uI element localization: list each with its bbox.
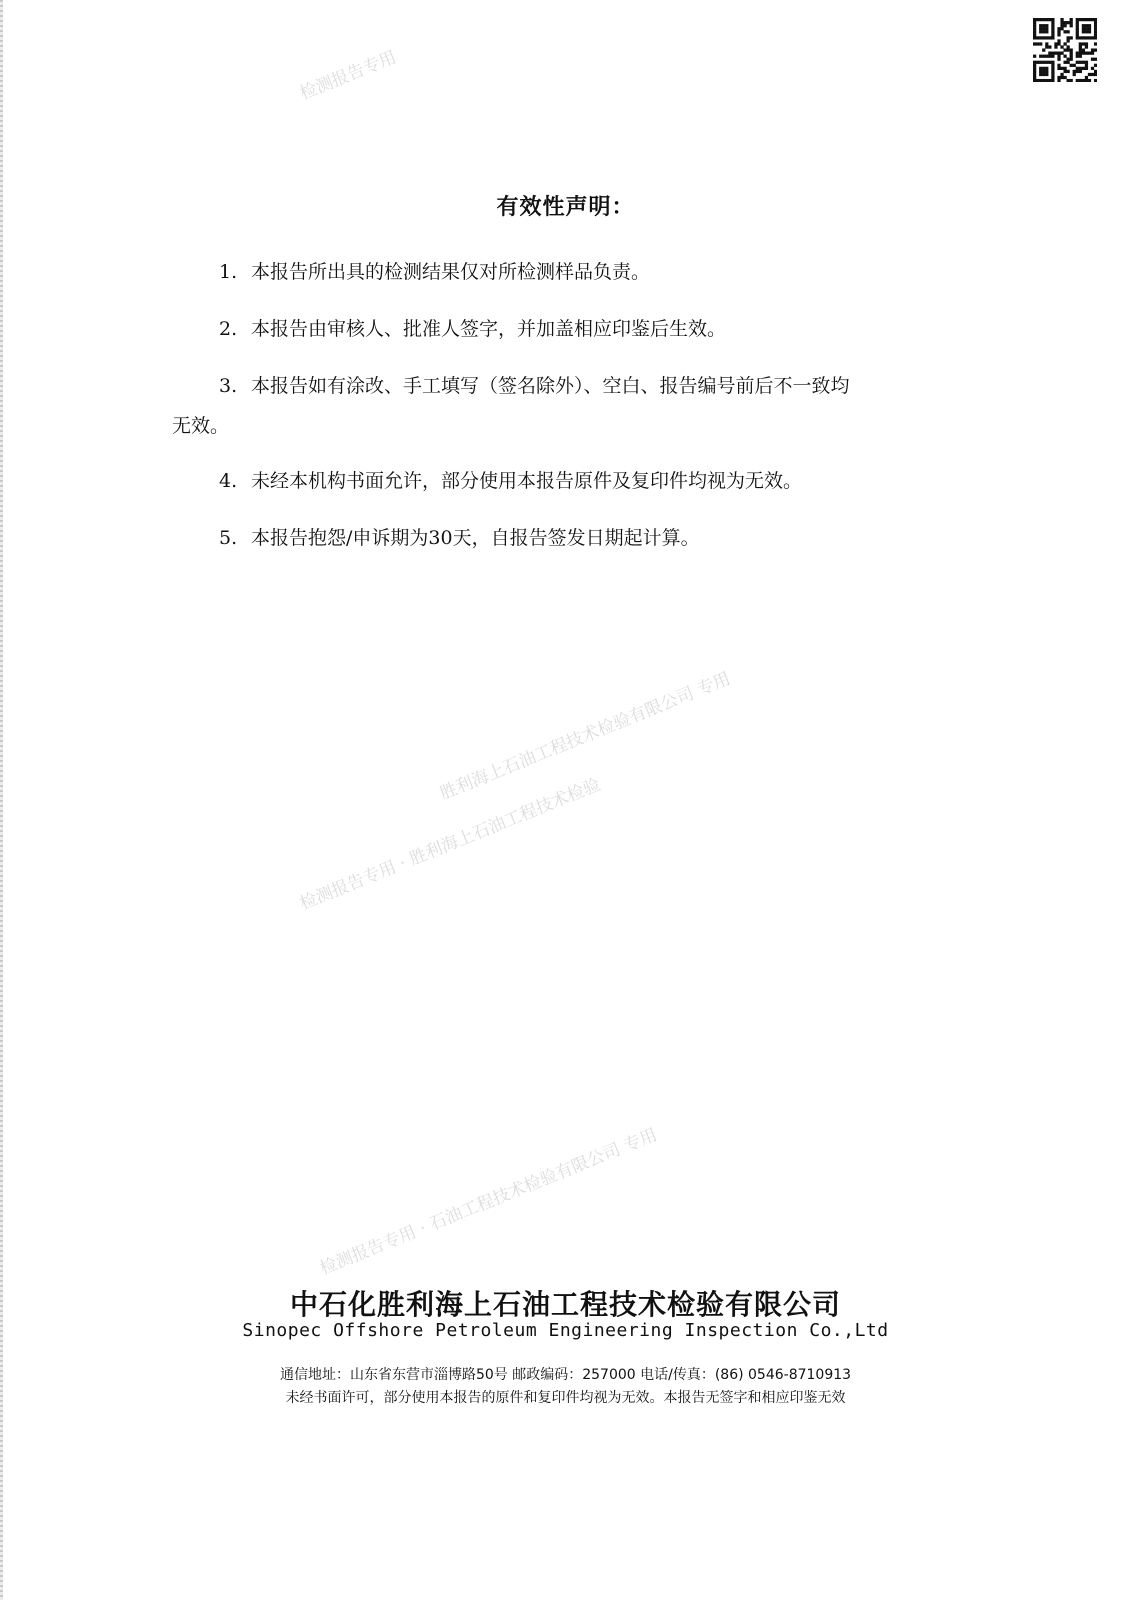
qr-module (1042, 61, 1045, 64)
qr-module (1051, 73, 1054, 76)
company-name-cn: 中石化胜利海上石油工程技术检验有限公司 (289, 1288, 841, 1321)
qr-module (1033, 55, 1036, 58)
qr-module (1076, 27, 1079, 30)
qr-module (1045, 18, 1048, 21)
watermark-text: 胜利海上石油工程技术检验有限公司 专用 (437, 668, 734, 805)
qr-module (1091, 58, 1094, 61)
qr-module (1048, 45, 1051, 48)
qr-module (1094, 79, 1097, 82)
qr-module (1045, 42, 1048, 45)
qr-module (1082, 24, 1085, 27)
qr-module (1048, 61, 1051, 64)
clause-3-continuation: 无效。 (172, 415, 230, 437)
qr-module (1033, 79, 1036, 82)
qr-module (1063, 55, 1066, 58)
clause-3 (219, 371, 850, 401)
qr-module (1051, 76, 1054, 79)
qr-module (1082, 36, 1085, 39)
qr-module (1091, 73, 1094, 76)
qr-module (1039, 42, 1042, 45)
qr-module (1042, 73, 1045, 76)
qr-module (1048, 36, 1051, 39)
qr-module (1094, 18, 1097, 21)
qr-module (1039, 79, 1042, 82)
clause-number: 3. (219, 375, 238, 397)
qr-module (1060, 24, 1063, 27)
qr-module (1085, 67, 1088, 70)
qr-module (1076, 21, 1079, 24)
qr-module (1091, 48, 1094, 51)
qr-module (1088, 18, 1091, 21)
clause-4 (219, 466, 802, 496)
qr-module (1033, 64, 1036, 67)
qr-module (1070, 64, 1073, 67)
qr-module (1033, 27, 1036, 30)
qr-module (1042, 36, 1045, 39)
qr-module (1054, 42, 1057, 45)
qr-module (1067, 36, 1070, 39)
qr-module (1042, 55, 1045, 58)
qr-module (1076, 67, 1079, 70)
qr-module (1079, 55, 1082, 58)
qr-module (1079, 79, 1082, 82)
qr-module (1082, 61, 1085, 64)
watermark-text: 检测报告专用 · 胜利海上石油工程技术检验 (297, 774, 604, 915)
qr-module (1045, 30, 1048, 33)
qr-module (1045, 24, 1048, 27)
qr-module (1039, 61, 1042, 64)
qr-module (1033, 73, 1036, 76)
clause-number: 5. (219, 527, 238, 549)
qr-module (1057, 52, 1060, 55)
qr-module (1067, 45, 1070, 48)
qr-module (1033, 21, 1036, 24)
qr-module (1033, 70, 1036, 73)
qr-module (1082, 52, 1085, 55)
qr-module (1070, 48, 1073, 51)
qr-module (1048, 18, 1051, 21)
clause-text: 未经本机构书面允许，部分使用本报告原件及复印件均视为无效。 (251, 470, 803, 492)
qr-module (1045, 70, 1048, 73)
qr-module (1042, 48, 1045, 51)
qr-module (1076, 70, 1079, 73)
clause-number: 1. (219, 261, 238, 283)
qr-module (1073, 64, 1076, 67)
clause-2 (219, 314, 726, 344)
qr-module (1085, 27, 1088, 30)
qr-module (1094, 64, 1097, 67)
qr-module (1033, 36, 1036, 39)
qr-module (1094, 70, 1097, 73)
qr-module (1073, 70, 1076, 73)
watermark-text: 检测报告专用 (297, 47, 400, 105)
qr-module (1051, 21, 1054, 24)
qr-module (1094, 48, 1097, 51)
company-name-en: Sinopec Offshore Petroleum Engineering Inspection Co.,Ltd (242, 1320, 889, 1341)
qr-module (1048, 79, 1051, 82)
qr-module (1048, 55, 1051, 58)
page-edge-scan (0, 0, 3, 1600)
qr-module (1045, 27, 1048, 30)
qr-module (1039, 30, 1042, 33)
qr-module (1042, 18, 1045, 21)
qr-module (1070, 58, 1073, 61)
qr-module (1082, 27, 1085, 30)
qr-module (1085, 36, 1088, 39)
qr-module (1063, 70, 1066, 73)
clause-number: 2. (219, 318, 238, 340)
qr-module (1085, 76, 1088, 79)
qr-module (1057, 30, 1060, 33)
qr-module (1060, 21, 1063, 24)
qr-module (1085, 61, 1088, 64)
qr-module (1091, 36, 1094, 39)
qr-module (1082, 42, 1085, 45)
qr-module (1051, 79, 1054, 82)
qr-module (1039, 36, 1042, 39)
qr-module (1088, 27, 1091, 30)
qr-module (1076, 24, 1079, 27)
qr-module (1085, 45, 1088, 48)
qr-module (1091, 67, 1094, 70)
qr-module (1082, 48, 1085, 51)
qr-module (1033, 33, 1036, 36)
qr-module (1076, 18, 1079, 21)
qr-module (1067, 79, 1070, 82)
qr-module (1060, 73, 1063, 76)
qr-module (1033, 76, 1036, 79)
qr-module (1085, 79, 1088, 82)
qr-module (1067, 48, 1070, 51)
qr-module (1051, 33, 1054, 36)
qr-module (1051, 27, 1054, 30)
qr-module (1076, 30, 1079, 33)
qr-module (1063, 30, 1066, 33)
qr-module (1085, 52, 1088, 55)
qr-module (1063, 76, 1066, 79)
qr-module (1045, 67, 1048, 70)
qr-module (1039, 24, 1042, 27)
qr-module (1057, 67, 1060, 70)
qr-module (1063, 61, 1066, 64)
qr-module (1076, 36, 1079, 39)
qr-module (1082, 79, 1085, 82)
qr-module (1094, 33, 1097, 36)
qr-module (1057, 55, 1060, 58)
qr-module (1079, 70, 1082, 73)
qr-module (1060, 76, 1063, 79)
qr-module (1057, 27, 1060, 30)
qr-module (1051, 61, 1054, 64)
qr-module (1051, 18, 1054, 21)
qr-module (1088, 52, 1091, 55)
clause-5 (219, 523, 700, 553)
qr-module (1079, 42, 1082, 45)
qr-module (1039, 27, 1042, 30)
qr-module (1051, 67, 1054, 70)
qr-module (1076, 52, 1079, 55)
qr-module (1070, 18, 1073, 21)
qr-module (1051, 55, 1054, 58)
qr-module (1039, 55, 1042, 58)
qr-module (1057, 39, 1060, 42)
qr-module (1039, 67, 1042, 70)
qr-module (1057, 58, 1060, 61)
qr-module (1079, 61, 1082, 64)
qr-module (1051, 70, 1054, 73)
qr-module (1082, 18, 1085, 21)
qr-module (1082, 30, 1085, 33)
qr-module (1070, 55, 1073, 58)
qr-module (1079, 67, 1082, 70)
qr-module (1094, 27, 1097, 30)
qr-module (1085, 30, 1088, 33)
contact-info: 通信地址：山东省东营市淄博路50号 邮政编码：257000 电话/传真：(86) 0546-8710913 (279, 1367, 852, 1383)
qr-module (1060, 67, 1063, 70)
qr-module (1045, 61, 1048, 64)
clause-number: 4. (219, 470, 238, 492)
qr-module (1039, 70, 1042, 73)
qr-code-icon (1033, 18, 1097, 82)
qr-module (1070, 52, 1073, 55)
qr-module (1042, 67, 1045, 70)
qr-module (1042, 30, 1045, 33)
qr-module (1033, 42, 1036, 45)
qr-module (1057, 64, 1060, 67)
qr-module (1051, 36, 1054, 39)
qr-module (1067, 30, 1070, 33)
qr-module (1085, 24, 1088, 27)
qr-module (1091, 52, 1094, 55)
qr-module (1051, 64, 1054, 67)
qr-module (1033, 24, 1036, 27)
qr-module (1079, 48, 1082, 51)
qr-module (1076, 55, 1079, 58)
qr-module (1063, 21, 1066, 24)
qr-module (1057, 42, 1060, 45)
qr-module (1094, 36, 1097, 39)
qr-module (1036, 79, 1039, 82)
qr-module (1094, 24, 1097, 27)
qr-module (1039, 18, 1042, 21)
qr-module (1088, 36, 1091, 39)
qr-module (1091, 18, 1094, 21)
qr-module (1088, 79, 1091, 82)
qr-module (1045, 55, 1048, 58)
qr-module (1067, 70, 1070, 73)
qr-module (1085, 64, 1088, 67)
qr-module (1076, 61, 1079, 64)
qr-module (1033, 61, 1036, 64)
qr-module (1057, 76, 1060, 79)
qr-module (1054, 52, 1057, 55)
qr-module (1033, 67, 1036, 70)
qr-module (1085, 42, 1088, 45)
qr-module (1070, 24, 1073, 27)
validity-statement-title: 有效性声明： (496, 194, 635, 220)
qr-module (1067, 61, 1070, 64)
qr-module (1051, 24, 1054, 27)
qr-module (1054, 45, 1057, 48)
clause-text: 本报告抱怨/申诉期为30天，自报告签发日期起计算。 (251, 527, 700, 549)
qr-module (1067, 21, 1070, 24)
qr-module (1060, 52, 1063, 55)
qr-module (1082, 67, 1085, 70)
qr-module (1063, 48, 1066, 51)
qr-module (1042, 24, 1045, 27)
qr-module (1079, 36, 1082, 39)
qr-module (1067, 58, 1070, 61)
qr-module (1085, 18, 1088, 21)
qr-module (1033, 30, 1036, 33)
qr-module (1042, 27, 1045, 30)
qr-module (1079, 45, 1082, 48)
qr-module (1060, 27, 1063, 30)
clause-text: 本报告由审核人、批准人签字，并加盖相应印鉴后生效。 (251, 318, 727, 340)
qr-module (1070, 21, 1073, 24)
qr-module (1094, 30, 1097, 33)
qr-module (1036, 61, 1039, 64)
usage-notice: 未经书面许可，部分使用本报告的原件和复印件均视为无效。本报告无签字和相应印鉴无效 (285, 1390, 846, 1406)
qr-module (1045, 79, 1048, 82)
qr-module (1070, 36, 1073, 39)
qr-module (1063, 67, 1066, 70)
qr-module (1063, 24, 1066, 27)
clause-text: 本报告如有涂改、手工填写（签名除外）、空白、报告编号前后不一致均 (251, 375, 850, 397)
qr-module (1057, 33, 1060, 36)
qr-module (1033, 18, 1036, 21)
qr-module (1048, 52, 1051, 55)
qr-module (1067, 39, 1070, 42)
qr-module (1036, 42, 1039, 45)
qr-module (1045, 45, 1048, 48)
qr-module (1060, 18, 1063, 21)
clause-text: 本报告所出具的检测结果仅对所检测样品负责。 (251, 261, 651, 283)
qr-module (1036, 18, 1039, 21)
qr-module (1094, 21, 1097, 24)
qr-module (1063, 42, 1066, 45)
qr-module (1088, 73, 1091, 76)
qr-module (1088, 30, 1091, 33)
qr-module (1076, 33, 1079, 36)
qr-module (1088, 24, 1091, 27)
qr-module (1076, 79, 1079, 82)
qr-module (1079, 52, 1082, 55)
qr-module (1039, 73, 1042, 76)
qr-module (1073, 73, 1076, 76)
qr-module (1060, 45, 1063, 48)
qr-module (1051, 30, 1054, 33)
qr-module (1042, 70, 1045, 73)
qr-module (1045, 73, 1048, 76)
clause-1 (219, 257, 650, 287)
watermark-text: 检测报告专用 · 石油工程技术检验有限公司 专用 (317, 1125, 660, 1280)
qr-module (1094, 58, 1097, 61)
qr-module (1070, 79, 1073, 82)
qr-module (1094, 73, 1097, 76)
qr-module (1079, 18, 1082, 21)
qr-module (1045, 36, 1048, 39)
qr-module (1036, 36, 1039, 39)
qr-module (1094, 42, 1097, 45)
qr-module (1051, 52, 1054, 55)
qr-module (1057, 79, 1060, 82)
qr-module (1042, 79, 1045, 82)
